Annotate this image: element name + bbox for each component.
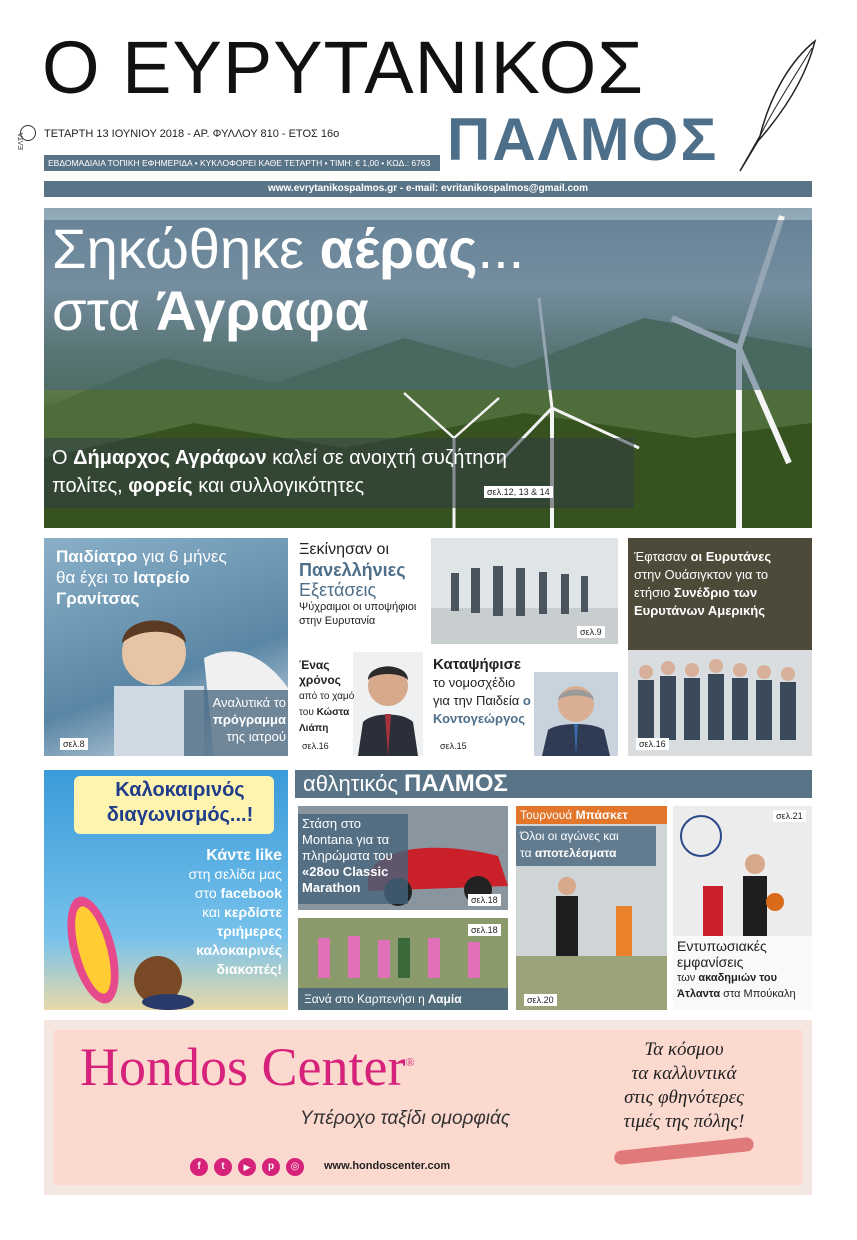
usa-headline: Έφτασαν οι Ευρυτάνες στην Ουάσιγκτον για το ετήσιο Συνέδριο των Ευρυτάνων Αμερικής xyxy=(634,549,772,618)
twitter-icon[interactable]: t xyxy=(214,1158,232,1176)
marathon-page-ref: σελ.18 xyxy=(468,894,501,906)
beach-flipflops-image xyxy=(48,880,198,1010)
masthead-title: Ο ΕΥΡΥΤΑΝΙΚΟΣ xyxy=(42,26,645,109)
social-icons xyxy=(190,1158,304,1176)
masthead-subtitle: ΠΑΛΜΟΣ xyxy=(447,106,719,173)
hondos-logo: Hondos Center® xyxy=(80,1037,415,1097)
basket-page-ref: σελ.20 xyxy=(524,994,557,1006)
hondos-center-ad[interactable] xyxy=(44,1020,812,1195)
sports-section-header: αθλητικός ΠΑΛΜΟΣ xyxy=(295,770,812,798)
hondos-handwritten: Τα κόσμου τα καλλυντικά στις φθηνότερες τιμές της πόλης! xyxy=(623,1039,745,1132)
pinterest-icon[interactable]: p xyxy=(262,1158,280,1176)
story-pediatric[interactable] xyxy=(44,538,288,756)
youtube-icon[interactable]: ▶ xyxy=(238,1158,256,1176)
tagline-bar: ΕΒΔΟΜΑΔΙΑΙΑ ΤΟΠΙΚΗ ΕΦΗΜΕΡΙΔΑ • ΚΥΚΛΟΦΟΡΕΙ ΚΑΘΕ ΤΕΤΑΡΤΗ • ΤΙΜΗ: € 1,00 • ΚΩΔ.: 6763 xyxy=(44,155,440,171)
facebook-icon[interactable]: f xyxy=(190,1158,208,1176)
hondos-website[interactable]: www.hondoscenter.com xyxy=(324,1160,451,1172)
hero-headline: Σηκώθηκε αέρας... στα Άγραφα xyxy=(52,217,525,342)
exams-page-ref: σελ.9 xyxy=(577,626,605,638)
story-lamia[interactable] xyxy=(298,918,508,1010)
atlanta-page-ref: σελ.21 xyxy=(773,810,806,822)
story-exams[interactable] xyxy=(295,538,618,644)
usa-page-ref: σελ.16 xyxy=(636,738,669,750)
contest-ad[interactable] xyxy=(44,770,288,1010)
marathon-headline: Στάση στο Montana για τα πληρώματα του «28ου Classic Marathon xyxy=(302,816,393,895)
liapi-headline: Ένας χρόνος από το χαμό του Κώστα Λιάπη xyxy=(299,658,355,734)
hero-story[interactable] xyxy=(44,208,812,528)
pediatric-headline: Παιδίατρο για 6 μήνες θα έχει το Ιατρείο Γρανίτσας xyxy=(56,547,227,608)
story-usa[interactable] xyxy=(628,538,812,756)
pediatric-page-ref: σελ.8 xyxy=(60,738,88,750)
story-atlanta[interactable] xyxy=(673,806,812,1010)
issue-line: ΤΕΤΑΡΤΗ 13 ΙΟΥΝΙΟΥ 2018 - ΑΡ. ΦΥΛΛΟΥ 810 - ΕΤΟΣ 16ο xyxy=(44,128,340,140)
instagram-icon[interactable]: ◎ xyxy=(286,1158,304,1176)
atlanta-headline: Εντυπωσιακές εμφανίσεις των ακαδημιών του Άτλαντα στα Μπούκαλη xyxy=(677,938,796,1000)
story-kontogeorgos[interactable] xyxy=(429,652,618,756)
seal-icon xyxy=(20,125,36,141)
basket-headline: Όλοι οι αγώνες και τα αποτελέσματα xyxy=(520,829,619,860)
contest-title: Καλοκαιρινός διαγωνισμός...! xyxy=(106,779,254,826)
hondos-slogan: Υπέροχο ταξίδι ομορφιάς xyxy=(300,1108,511,1129)
liapi-portrait xyxy=(353,652,423,756)
story-basket[interactable] xyxy=(516,806,667,1010)
exams-headline: Ξεκίνησαν οι Πανελλήνιες Εξετάσεις Ψύχραιμοι οι υποψήφιοι στην Ευρυτανία xyxy=(299,541,417,627)
story-marathon[interactable] xyxy=(298,806,508,910)
story-liapi[interactable] xyxy=(295,652,423,756)
contest-body: Κάντε like στη σελίδα μας στο facebook και κερδίστε τριήμερες καλοκαιρινές διακοπές! xyxy=(188,847,282,977)
kontogeorgos-headline: Καταψήφισε το νομοσχέδιο για την Παιδεία ο Κοντογεώργος xyxy=(433,656,531,726)
pediatric-sub: Αναλυτικά το πρόγραμμα της ιατρού xyxy=(212,695,286,744)
basket-tag: Τουρνουά Μπάσκετ xyxy=(520,808,628,822)
hero-subheadline: Ο Δήμαρχος Αγράφων καλεί σε ανοιχτή συζήτηση πολίτες, φορείς και συλλογικότητες xyxy=(52,447,507,497)
quill-icon xyxy=(700,36,820,176)
liapi-page-ref: σελ.16 xyxy=(299,740,332,752)
lamia-page-ref: σελ.18 xyxy=(468,924,501,936)
web-bar[interactable]: www.evrytanikospalmos.gr - e-mail: evritanikospalmos@gmail.com xyxy=(44,181,812,197)
kontogeorgos-page-ref: σελ.15 xyxy=(437,740,470,752)
hero-page-ref: σελ.12, 13 & 14 xyxy=(484,486,553,498)
elta-mark: ΕΛΤΑ xyxy=(18,132,25,150)
lamia-headline: Ξανά στο Καρπενήσι η Λαμία xyxy=(304,992,462,1006)
